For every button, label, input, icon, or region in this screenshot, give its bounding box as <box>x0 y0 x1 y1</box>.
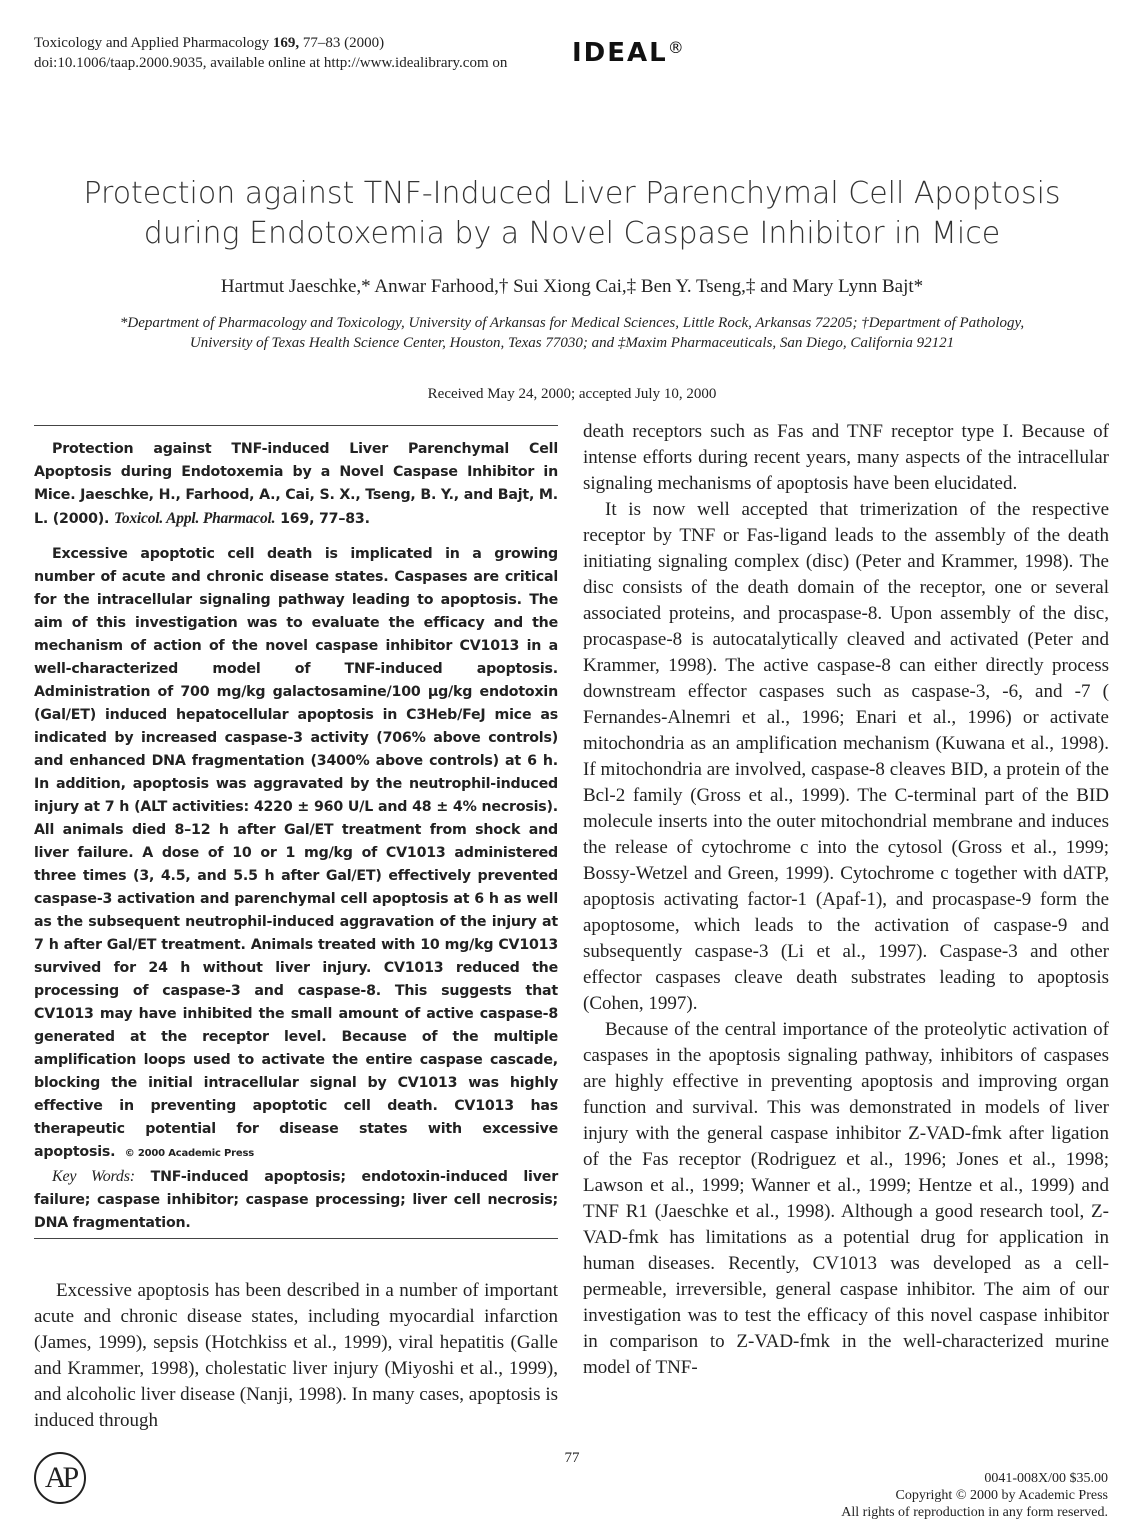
right-paragraph-2: It is now well accepted that trimerization of the respective receptor by TNF or Fas-ligand leads to the assembly of the death initiating signaling complex (disc) (Peter and Krammer, 1998). The disc consists of the death domain of the receptor, one or several associated proteins, and procaspase-8. Upon assembly of the disc, procaspase-8 is autocatalytically cleaved and activated (Peter and Krammer, 1998). The active caspase-8 can either directly process downstream effector caspases such as caspase-3, -6, and -7 ( Fernandes-Alnemri et al., 1996; Enari et al., 1996) or activate mitochondria as an amplification mechanism (Kuwana et al., 1998). If mitochondria are involved, caspase-8 cleaves BID, a protein of the Bcl-2 family (Gross et al., 1999). The C-terminal part of the BID molecule inserts into the outer mitochondrial membrane and induces the release of cytochrome c into the cytosol (Gross et al., 1999; Bossy-Wetzel and Green, 1999). Cytochrome c together with dATP, apoptosis activating factor-1 (Apaf-1), and procaspase-9 form the apoptosome, which leads to the activation of caspase-9 and subsequently caspase-3 (Li et al., 1997). Caspase-3 and other effector caspases cleave death substrates leading to apoptosis (Cohen, 1997). <box>583 499 1109 1014</box>
ideal-logo <box>572 38 686 68</box>
right-paragraph-1: death receptors such as Fas and TNF receptor type I. Because of intense efforts during recent years, many aspects of the intracellular signaling mechanisms of apoptosis have been elucidated. <box>583 421 1109 494</box>
journal-name: Toxicology and Applied Pharmacology <box>34 35 273 51</box>
journal-volume: 169, <box>272 35 300 51</box>
received-dates: Received May 24, 2000; accepted July 10, 2000 <box>427 386 717 402</box>
footer-issn: 0041-008X/00 $35.00 <box>984 1471 1108 1486</box>
intro-left-column <box>34 1278 558 1434</box>
author-list: Hartmut Jaeschke,* Anwar Farhood,† Sui Xiong Cai,‡ Ben Y. Tseng,‡ and Mary Lynn Bajt* <box>220 276 924 297</box>
intro-right-column <box>583 419 1109 1381</box>
right-paragraph-3: Because of the central importance of the proteolytic activation of caspases in the apoptosis signaling pathway, inhibitors of caspases are highly effective in preventing apoptosis and improving organ function and survival. This was demonstrated in models of liver injury with the general caspase inhibitor Z-VAD-fmk after ligation of the Fas receptor (Rodriguez et al., 1996; Jones et al., 1998; Lawson et al., 1999; Wanner et al., 1999; Hentze et al., 1999) and TNF R1 (Jaeschke et al., 1998). Although a good research tool, Z-VAD-fmk has limitations as a potential drug for application in human diseases. Recently, CV1013 was developed as a cell-permeable, irreversible, general caspase inhibitor. The aim of our investigation was to test the efficacy of this novel caspase inhibitor in comparison to Z-VAD-fmk in the well-characterized murine model of TNF- <box>583 1019 1109 1378</box>
page-number: 77 <box>564 1450 580 1466</box>
affiliation-line-2: University of Texas Health Science Center, Houston, Texas 77030; and ‡Maxim Pharmaceuticals, San Diego, California 92121 <box>189 335 955 351</box>
footer-copyright <box>841 1470 1108 1521</box>
abstract-citation <box>34 438 558 531</box>
abstract-citation-text: Protection against TNF-induced Liver Parenchymal Cell Apoptosis during Endotoxemia by a Novel Caspase Inhibitor in Mice. Jaeschke, H., Farhood, A., Cai, S. X., Tseng, B. Y., and Bajt, M. L. (2000). <box>34 441 558 527</box>
intro-paragraph: Excessive apoptosis has been described in a number of important acute and chronic disease states, including myocardial infarction (James, 1999), sepsis (Hotchkiss et al., 1999), viral hepatitis (Galle and Krammer, 1998), cholestatic liver injury (Miyoshi et al., 1999), and alcoholic liver disease (Nanji, 1998). In many cases, apoptosis is induced through <box>34 1280 558 1431</box>
abstract-section <box>34 438 558 1235</box>
bottom-rule <box>34 1238 558 1239</box>
keywords <box>34 1165 558 1235</box>
journal-citation <box>34 32 384 54</box>
top-rule <box>34 425 558 426</box>
footer-rights: All rights of reproduction in any form reserved. <box>841 1505 1108 1520</box>
keywords-label: Key Words: <box>52 1168 135 1185</box>
ideal-logo-text: IDEAL <box>572 38 668 68</box>
abstract-citation-journal: Toxicol. Appl. Pharmacol. <box>113 510 276 527</box>
article-title-line-1: Protection against TNF-Induced Liver Parenchymal Cell Apoptosis <box>83 176 1061 211</box>
keywords-text: TNF-induced apoptosis; endotoxin-induced liver failure; caspase inhibitor; caspase processing; liver cell necrosis; DNA fragmentation. <box>34 1169 558 1231</box>
article-title-line-2: during Endotoxemia by a Novel Caspase Inhibitor in Mice <box>143 216 1001 251</box>
abstract-body <box>34 543 558 1165</box>
doi-line: doi:10.1006/taap.2000.9035, available online at http://www.idealibrary.com on <box>34 55 508 71</box>
abstract-citation-volume: 169, 77–83. <box>275 511 370 527</box>
footer-copyright-line: Copyright © 2000 by Academic Press <box>895 1488 1108 1503</box>
abstract-copyright: © 2000 Academic Press <box>124 1148 254 1159</box>
registered-mark: ® <box>667 38 686 57</box>
abstract-text: Excessive apoptotic cell death is implicated in a growing number of acute and chronic disease states. Caspases are critical for the intracellular signaling pathway leading to apoptosis. The aim of this investigation was to evaluate the efficacy and the mechanism of action of the novel caspase inhibitor CV1013 in a well-characterized model of TNF-induced apoptosis. Administration of 700 mg/kg galactosamine/100 μg/kg endotoxin (Gal/ET) induced hepatocellular apoptosis in C3Heb/FeJ mice as indicated by increased caspase-3 activity (706% above controls) and enhanced DNA fragmentation (3400% above controls) at 6 h. In addition, apoptosis was aggravated by the neutrophil-induced injury at 7 h (ALT activities: 4220 ± 960 U/L and 48 ± 4% necrosis). All animals died 8–12 h after Gal/ET treatment from shock and liver failure. A dose of 10 or 1 mg/kg of CV1013 administered three times (3, 4.5, and 5.5 h after Gal/ET) effectively prevented caspase-3 activation and parenchymal cell apoptosis at 6 h as well as the subsequent neutrophil-induced aggravation of the injury at 7 h after Gal/ET treatment. Animals treated with 10 mg/kg CV1013 survived for 24 h without liver injury. CV1013 reduced the processing of caspase-3 and caspase-8. This suggests that CV1013 may have inhibited the small amount of active caspase-8 generated at the receptor level. Because of the multiple amplification loops used to activate the entire caspase cascade, blocking the initial intracellular signal by CV1013 was highly effective in preventing apoptotic cell death. CV1013 has therapeutic potential for disease states with excessive apoptosis. <box>34 546 558 1160</box>
article-title <box>0 174 1144 254</box>
affiliation-line-1: *Department of Pharmacology and Toxicology, University of Arkansas for Medical Sciences, Little Rock, Arkansas 72205; †Department of Pathology, <box>119 315 1025 331</box>
affiliations <box>40 313 1104 353</box>
journal-pages: 77–83 (2000) <box>299 35 385 51</box>
academic-press-logo: AP <box>34 1452 86 1504</box>
